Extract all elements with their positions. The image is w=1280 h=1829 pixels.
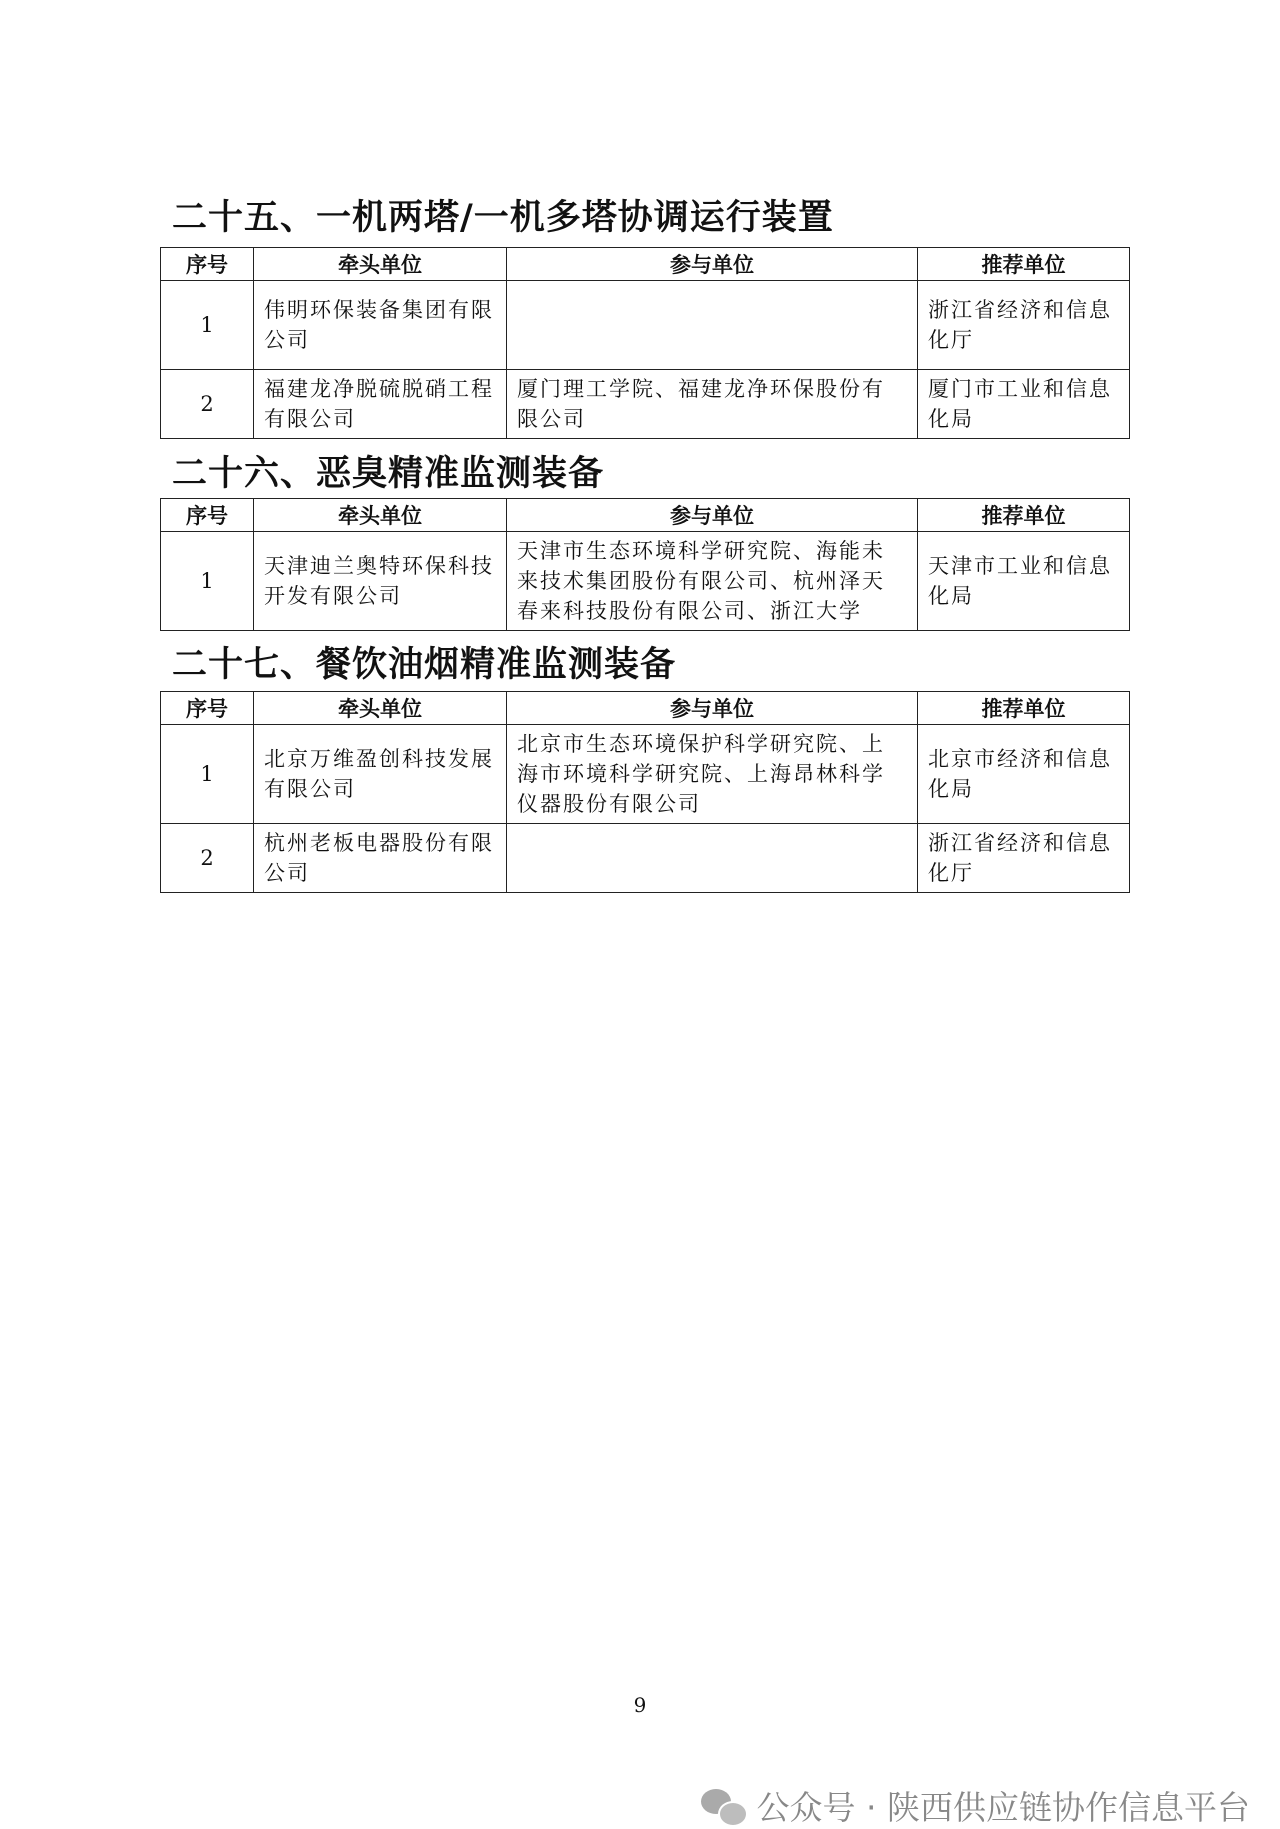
- header-no: 序号: [161, 692, 254, 725]
- header-participants: 参与单位: [507, 248, 918, 281]
- header-lead: 牵头单位: [254, 248, 507, 281]
- cell-lead: 福建龙净脱硫脱硝工程有限公司: [254, 370, 507, 439]
- header-lead: 牵头单位: [254, 499, 507, 532]
- table-row: [161, 725, 1130, 824]
- section-title: 二十五、一机两塔/一机多塔协调运行装置: [172, 198, 834, 238]
- cell-lead: 天津迪兰奥特环保科技开发有限公司: [254, 532, 507, 631]
- section-table: [160, 247, 1130, 439]
- cell-no: 1: [161, 281, 254, 370]
- cell-recommender: 天津市工业和信息化局: [918, 532, 1130, 631]
- header-recommender: 推荐单位: [918, 248, 1130, 281]
- table-header-row: [161, 692, 1130, 725]
- cell-participants: [507, 281, 918, 370]
- header-recommender: 推荐单位: [918, 692, 1130, 725]
- watermark-text: 公众号 · 陕西供应链协作信息平台: [756, 1788, 1250, 1827]
- page-number: 9: [633, 1693, 647, 1717]
- table-row: [161, 281, 1130, 370]
- table-row: [161, 370, 1130, 439]
- wechat-icon: [701, 1787, 747, 1825]
- header-no: 序号: [161, 499, 254, 532]
- table-header-row: [161, 499, 1130, 532]
- cell-no: 2: [161, 370, 254, 439]
- header-recommender: 推荐单位: [918, 499, 1130, 532]
- cell-recommender: 浙江省经济和信息化厅: [918, 824, 1130, 893]
- cell-recommender: 浙江省经济和信息化厅: [918, 281, 1130, 370]
- section-title: 二十六、恶臭精准监测装备: [172, 454, 605, 494]
- cell-participants: 天津市生态环境科学研究院、海能未来技术集团股份有限公司、杭州泽天春来科技股份有限公司、浙江大学: [507, 532, 918, 631]
- header-participants: 参与单位: [507, 692, 918, 725]
- cell-lead: 伟明环保装备集团有限公司: [254, 281, 507, 370]
- cell-no: 2: [161, 824, 254, 893]
- cell-participants: 厦门理工学院、福建龙净环保股份有限公司: [507, 370, 918, 439]
- header-participants: 参与单位: [507, 499, 918, 532]
- cell-no: 1: [161, 532, 254, 631]
- section-table: [160, 691, 1130, 893]
- cell-lead: 杭州老板电器股份有限公司: [254, 824, 507, 893]
- header-no: 序号: [161, 248, 254, 281]
- cell-participants: 北京市生态环境保护科学研究院、上海市环境科学研究院、上海昂林科学仪器股份有限公司: [507, 725, 918, 824]
- table-header-row: [161, 248, 1130, 281]
- section-table: [160, 498, 1130, 631]
- section-title: 二十七、餐饮油烟精准监测装备: [172, 645, 677, 685]
- cell-recommender: 厦门市工业和信息化局: [918, 370, 1130, 439]
- cell-participants: [507, 824, 918, 893]
- table-row: [161, 824, 1130, 893]
- cell-no: 1: [161, 725, 254, 824]
- watermark: [701, 1782, 1250, 1829]
- header-lead: 牵头单位: [254, 692, 507, 725]
- cell-lead: 北京万维盈创科技发展有限公司: [254, 725, 507, 824]
- table-row: [161, 532, 1130, 631]
- cell-recommender: 北京市经济和信息化局: [918, 725, 1130, 824]
